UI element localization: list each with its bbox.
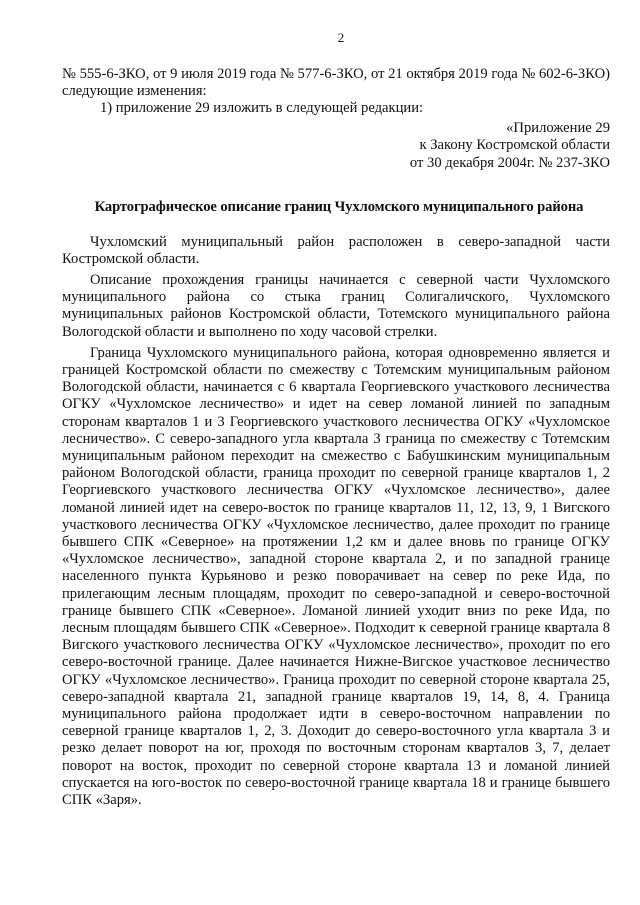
paragraph-boundary-description: Граница Чухломского муниципального района, которая одновременно является и границей Костромской области по смежеству с Тотемским муниципальным районом Вологодской области, начинается с 6 квартала Георгиевского участкового лесничества ОГКУ «Чухломское лесничество» и идет на север ломаной линией по западным сторонам кварталов 1 и 3 Георгиевского участкового лесничества ОГКУ «Чухломское лесничество». С северо-западного угла квартала 3 граница по смежеству с Тотемским муниципальным районом переходит на смежество с Бабушкинским муниципальным районом Вологодской области, граница проходит по северной границе кварталов 1, 2 Георгиевского участкового лесничества ОГКУ «Чухломское лесничество», далее ломаной линией идет на северо-восток по границе кварталов 11, 12, 13, 9, 1 Вигского участкового лесничества ОГКУ «Чухломское лесничество, далее проходит по границе бывшего СПК «Северное» на протяжении 1,2 км и далее вновь по границе ОГКУ «Чухломское лесничество», западной стороне квартала 2, и по западной границе населенного пункта Курьяново и резко поворачивает на север по реке Ида, по прилегающим лесным площадям, проходит по северо-западной и северо-восточной границе бывшего СПК «Северное». Ломаной линией уходит вниз по реке Ида, по лесным площадям бывшего СПК «Северное». Подходит к северной границе квартала 8 Вигского участкового лесничества ОГКУ «Чухломское лесничество», проходит по его северо-восточной границе. Далее начинается Нижне-Вигское участковое лесничество ОГКУ «Чухломское лесничество». Граница проходит по северной стороне квартала 25, северо-западной квартала 21, западной границе кварталов 19, 14, 8, 4. Граница муниципального района продолжает идти в северо-восточном направлении по северной границе кварталов 1, 2, 3. Доходит до северо-восточного угла квартала 3 и резко делает поворот на юг, проходя по восточным сторонам кварталов 3, 7, делает поворот на восток, проходит по северной стороне квартала 13 и ломаной линией спускается на юго-восток по северо-восточной границе квартала 18 и границе бывшего СПК «Заря».	[62, 344, 610, 809]
paragraph-start: Описание прохождения границы начинается с северной части Чухломского муниципального района со стыка границ Солигаличского, Чухломского муниципальных районов Костромской области, Тотемского муниципального района Вологодской области и выполнено по ходу часовой стрелки.	[62, 272, 610, 340]
amendment-item-1: 1) приложение 29 изложить в следующей редакции:	[100, 100, 424, 117]
section-heading: Картографическое описание границ Чухломского муниципального района	[94, 199, 584, 216]
page-number: 2	[337, 30, 345, 45]
paragraph-location: Чухломский муниципальный район расположен в северо-западной части Костромской области.	[62, 233, 610, 267]
document-page	[62, 30, 610, 809]
appendix-reference	[62, 120, 610, 173]
appendix-line-2: к Закону Костромской области	[419, 137, 610, 154]
intro-continuation: № 555-6-ЗКО, от 9 июля 2019 года № 577-6-ЗКО, от 21 октября 2019 года № 602-6-ЗКО) следующие изменения:	[62, 66, 610, 100]
appendix-line-3: от 30 декабря 2004г. № 237-ЗКО	[409, 154, 610, 171]
appendix-line-1: «Приложение 29	[506, 119, 610, 136]
